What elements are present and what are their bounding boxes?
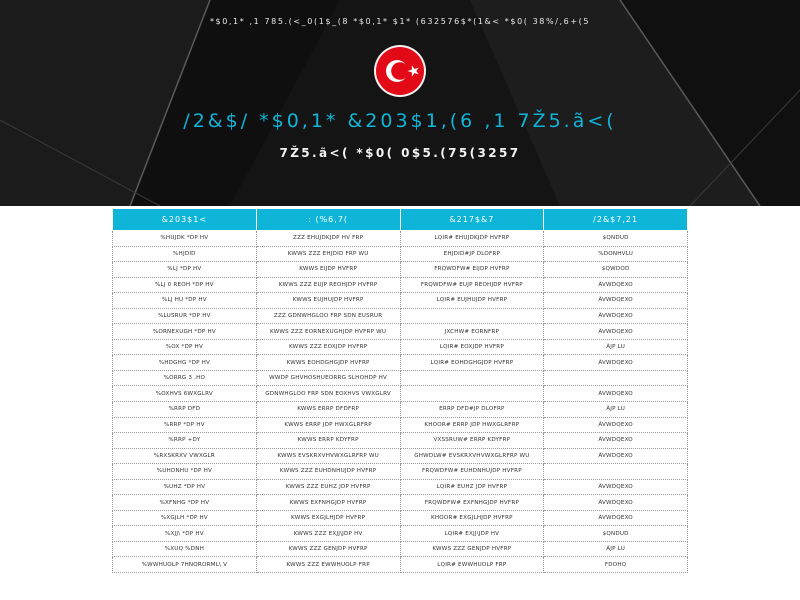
company-cell: %XGJLH *DP HV: [113, 510, 257, 526]
website-cell[interactable]: WWDP GHVHOSHUEORRG SLHOHDP HV: [256, 370, 400, 386]
website-cell[interactable]: ZZZ EHUJDKJDP HV FRP: [256, 231, 400, 247]
contact-cell[interactable]: LQIR# EUHZ JDP HVFRP: [400, 479, 544, 495]
contact-cell[interactable]: LQIR# EOHDGHGJDP HVFRP: [400, 355, 544, 371]
company-cell: %UHDNHU *DP HV: [113, 464, 257, 480]
location-cell: ÃVWDQEXO: [544, 495, 688, 511]
website-cell[interactable]: KWWS ZZZ EUJP REOHJDP HVFRP: [256, 277, 400, 293]
contact-cell[interactable]: KHOOR# ERRP JDP HWXGLRFRP: [400, 417, 544, 433]
website-cell[interactable]: KWWS ZZZ EXJJ\JDP HV: [256, 526, 400, 542]
contact-cell[interactable]: [400, 308, 544, 324]
contact-cell[interactable]: JXCHW# EORNFRP: [400, 324, 544, 340]
table-row: [113, 464, 688, 480]
contact-cell[interactable]: [400, 370, 544, 386]
top-tagline: *$0,1* ,1 785.(<_0(1$_(8 *$0,1* $1* (632576$*(1&< *$0( 38%/,6+(5: [209, 17, 591, 26]
location-cell: ÃVWDQEXO: [544, 293, 688, 309]
location-cell: ÃVWDQEXO: [544, 277, 688, 293]
table-row: [113, 526, 688, 542]
table-row: [113, 308, 688, 324]
location-cell: ÃVWDQEXO: [544, 448, 688, 464]
website-cell[interactable]: KWWS EOHDGHGJDP HVFRP: [256, 355, 400, 371]
contact-cell[interactable]: FRQWDFW# EUJP REOHJDP HVFRP: [400, 277, 544, 293]
contact-cell[interactable]: KWWS ZZZ GENJDP HVFRP: [400, 541, 544, 557]
location-cell: FDOHQ: [544, 557, 688, 573]
table-row: [113, 277, 688, 293]
contact-cell[interactable]: LQIR# EUJHUJDP HVFRP: [400, 293, 544, 309]
table-row: [113, 262, 688, 278]
contact-cell[interactable]: GHWDLW# EVSKRXVHVWXGLRFRP WU: [400, 448, 544, 464]
table-row: [113, 479, 688, 495]
location-cell: $QNDUD: [544, 231, 688, 247]
location-cell: $QWDOD: [544, 262, 688, 278]
contact-cell[interactable]: KHOOR# EXGJLHJDP HVFRP: [400, 510, 544, 526]
website-cell[interactable]: ZZZ GDNWHGLOO FRP SDN EUSRUR: [256, 308, 400, 324]
location-cell: [544, 464, 688, 480]
company-cell: %LJ *DP HV: [113, 262, 257, 278]
website-cell[interactable]: KWWS EIJDP HVFRP: [256, 262, 400, 278]
company-cell: %XFNHG *DP HV: [113, 495, 257, 511]
location-cell: ÃJP LU: [544, 402, 688, 418]
company-cell: %HUJDK *DP HV: [113, 231, 257, 247]
company-cell: %XUQ %DNH: [113, 541, 257, 557]
table-row: [113, 510, 688, 526]
contact-cell[interactable]: FRQWDFW# EXFNHGJDP HVFRP: [400, 495, 544, 511]
table-body: [113, 231, 688, 573]
website-cell[interactable]: KWWS ZZZ EORNEXUGHJDP HVFRP WU: [256, 324, 400, 340]
table-row: [113, 541, 688, 557]
company-cell: %WWHUOLP 7HNQRORML\ V: [113, 557, 257, 573]
table-row: [113, 293, 688, 309]
company-cell: %OX *DP HV: [113, 339, 257, 355]
company-cell: %LJ HU *DP HV: [113, 293, 257, 309]
contact-cell[interactable]: VXSSRUW# ERRP KDYFRP: [400, 433, 544, 449]
location-cell: ÃJP LU: [544, 541, 688, 557]
background-graphic: [0, 0, 800, 206]
table-row: [113, 557, 688, 573]
company-cell: %ORNEXUGH *DP HV: [113, 324, 257, 340]
company-cell: %RRP *DP HV: [113, 417, 257, 433]
location-cell: ÃVWDQEXO: [544, 433, 688, 449]
table-row: [113, 402, 688, 418]
contact-cell[interactable]: LQIR# EHUJDKJDP HVFRP: [400, 231, 544, 247]
website-cell[interactable]: KWWS EVSKRXVHVWXGLRFRP WU: [256, 448, 400, 464]
contact-cell[interactable]: LQIR# EXJJ\JDP HV: [400, 526, 544, 542]
column-header-location: /2&$7,21: [544, 209, 688, 231]
table-row: [113, 231, 688, 247]
website-cell[interactable]: KWWS ERRP DFDFRP: [256, 402, 400, 418]
website-cell[interactable]: KWWS ZZZ EUHZ JDP HVFRP: [256, 479, 400, 495]
hero-banner: [0, 0, 800, 206]
column-header-website: : (%6,7(: [256, 209, 400, 231]
website-cell[interactable]: KWWS ZZZ EUHDNHUJDP HVFRP: [256, 464, 400, 480]
contact-cell[interactable]: ERRP DFD#JP DLOFRP: [400, 402, 544, 418]
company-cell: %UHZ *DP HV: [113, 479, 257, 495]
page-subtitle: 7Ž5.ã<( *$0( 0$5.(75(3257: [279, 146, 521, 160]
table-header-row: [113, 209, 688, 231]
website-cell[interactable]: KWWS ERRP JDP HWXGLRFRP: [256, 417, 400, 433]
contact-cell[interactable]: EHJDID#JP DLOFRP: [400, 246, 544, 262]
table-row: [113, 324, 688, 340]
contact-cell[interactable]: FRQWDFW# EIJDP HVFRP: [400, 262, 544, 278]
company-cell: %HJDID: [113, 246, 257, 262]
company-cell: %LUSRUR *DP HV: [113, 308, 257, 324]
turkey-flag-icon: [376, 47, 424, 95]
table-row: [113, 495, 688, 511]
website-cell[interactable]: KWWS ERRP KDYFRP: [256, 433, 400, 449]
table-row: [113, 433, 688, 449]
website-cell[interactable]: KWWS ZZZ EOXJDP HVFRP: [256, 339, 400, 355]
location-cell: ÃVWDQEXO: [544, 386, 688, 402]
table-row: [113, 386, 688, 402]
contact-cell[interactable]: [400, 386, 544, 402]
table-row: [113, 417, 688, 433]
location-cell: ÃVWDQEXO: [544, 308, 688, 324]
column-header-company: &203$1<: [113, 209, 257, 231]
location-cell: [544, 370, 688, 386]
location-cell: ÃJP LU: [544, 339, 688, 355]
company-cell: %ORRG 3 ,HO: [113, 370, 257, 386]
column-header-contact: &217$&7: [400, 209, 544, 231]
page-title: /2&$/ *$0,1* &203$1,(6 ,1 7Ž5.ã<(: [183, 110, 617, 132]
company-cell: %HDGHG *DP HV: [113, 355, 257, 371]
table-row: [113, 448, 688, 464]
company-cell: %RXSKRXV VWXGLR: [113, 448, 257, 464]
company-cell: %RRP +DY: [113, 433, 257, 449]
location-cell: ÃVWDQEXO: [544, 324, 688, 340]
contact-cell[interactable]: LQIR# EWWHUOLP FRP: [400, 557, 544, 573]
website-cell[interactable]: KWWS ZZZ EHJDID FRP WU: [256, 246, 400, 262]
contact-cell[interactable]: LQIR# EOXJDP HVFRP: [400, 339, 544, 355]
location-cell: ÃVWDQEXO: [544, 510, 688, 526]
website-cell[interactable]: GDNWHGLOO FRP SDN EOXHVS VWXGLRV: [256, 386, 400, 402]
location-cell: ÃVWDQEXO: [544, 355, 688, 371]
location-cell: %DONHVLU: [544, 246, 688, 262]
website-cell[interactable]: KWWS EXGJLHJDP HVFRP: [256, 510, 400, 526]
website-cell[interactable]: KWWS ZZZ GENJDP HVFRP: [256, 541, 400, 557]
website-cell[interactable]: KWWS EUJHUJDP HVFRP: [256, 293, 400, 309]
location-cell: ÃVWDQEXO: [544, 479, 688, 495]
location-cell: $QNDUD: [544, 526, 688, 542]
website-cell[interactable]: KWWS ZZZ EWWHUOLP FRP: [256, 557, 400, 573]
table-row: [113, 355, 688, 371]
location-cell: ÃVWDQEXO: [544, 417, 688, 433]
contact-cell[interactable]: FRQWDFW# EUHDNHUJDP HVFRP: [400, 464, 544, 480]
table-row: [113, 246, 688, 262]
companies-table-container: [112, 208, 688, 573]
company-cell: %XJJ\ *DP HV: [113, 526, 257, 542]
table-row: [113, 370, 688, 386]
website-cell[interactable]: KWWS EXFNHGJDP HVFRP: [256, 495, 400, 511]
companies-table: [112, 208, 688, 573]
company-cell: %RRP DFD: [113, 402, 257, 418]
table-row: [113, 339, 688, 355]
company-cell: %LJ 0 REOH *DP HV: [113, 277, 257, 293]
company-cell: %OXHVS 6WXGLRV: [113, 386, 257, 402]
